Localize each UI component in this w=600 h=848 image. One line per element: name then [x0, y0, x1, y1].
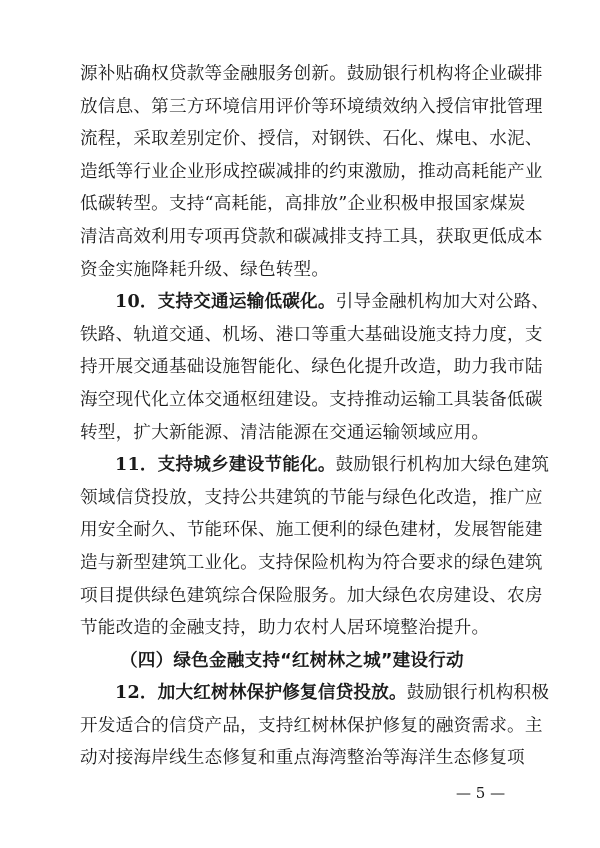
- body-line: 资金实施降耗升级、绿色转型。: [80, 259, 330, 280]
- item-11-first-line: [80, 449, 550, 482]
- body-line: 造与新型建筑工业化。支持保险机构为符合要求的绿色建筑: [80, 552, 543, 573]
- item-11-first-text: 鼓励银行机构加大绿色建筑: [335, 455, 550, 476]
- body-line: 领域信贷投放，支持公共建筑的节能与绿色化改造，推广应: [80, 487, 543, 508]
- body-line: 清洁高效利用专项再贷款和碳减排支持工具，获取更低成本: [80, 226, 543, 247]
- body-line: 节能改造的金融支持，助力农村人居环境整治提升。: [80, 618, 490, 639]
- body-line: 项目提供绿色建筑综合保险服务。加大绿色农房建设、农房: [80, 585, 543, 606]
- body-line: 源补贴确权贷款等金融服务创新。鼓励银行机构将企业碳排: [80, 64, 543, 84]
- body-line: 转型，扩大新能源、清洁能源在交通运输领域应用。: [80, 422, 490, 443]
- paragraph-item-11: [80, 449, 550, 645]
- body-line: 铁路、轨道交通、机场、港口等重大基础设施支持力度，支: [80, 324, 543, 345]
- body-line: 海空现代化立体交通枢纽建设。支持推动运输工具装备低碳: [80, 389, 543, 410]
- item-10-first-text: 引导金融机构加大对公路、: [335, 292, 550, 313]
- item-12-first-text: 鼓励银行机构积极: [406, 683, 550, 704]
- body-line: 低碳转型。支持“高耗能，高排放”企业积极申报国家煤炭: [80, 194, 526, 215]
- paragraph-item-12: [80, 677, 550, 775]
- item-11-title: 11．支持城乡建设节能化。: [115, 454, 336, 476]
- section-heading-paragraph: [80, 645, 520, 678]
- item-12-title: 12．加大红树林保护修复信贷投放。: [115, 682, 407, 704]
- document-page: [80, 58, 550, 775]
- item-10-title: 10．支持交通运输低碳化。: [115, 291, 336, 313]
- body-line: 造纸等行业企业形成控碳减排的约束激励，推动高耗能产业: [80, 161, 543, 182]
- item-12-first-line: [80, 677, 550, 710]
- item-10-first-line: [80, 286, 550, 319]
- body-line: 持开展交通基础设施智能化、绿色化提升改造，助力我市陆: [80, 357, 543, 378]
- body-line: 动对接海岸线生态修复和重点海湾整治等海洋生态修复项: [80, 748, 525, 769]
- body-line: 流程，采取差别定价、授信，对钢铁、石化、煤电、水泥、: [80, 129, 543, 150]
- body-line: 放信息、第三方环境信用评价等环境绩效纳入授信审批管理: [80, 96, 543, 117]
- page-number: — 5 —: [456, 784, 506, 802]
- paragraph-item-10: [80, 286, 550, 449]
- paragraph-energy-transition: [80, 58, 543, 286]
- body-line: 用安全耐久、节能环保、施工便利的绿色建材，发展智能建: [80, 520, 543, 541]
- section-heading: （四）绿色金融支持“红树林之城”建设行动: [120, 650, 464, 671]
- body-line: 开发适合的信贷产品，支持红树林保护修复的融资需求。主: [80, 715, 543, 736]
